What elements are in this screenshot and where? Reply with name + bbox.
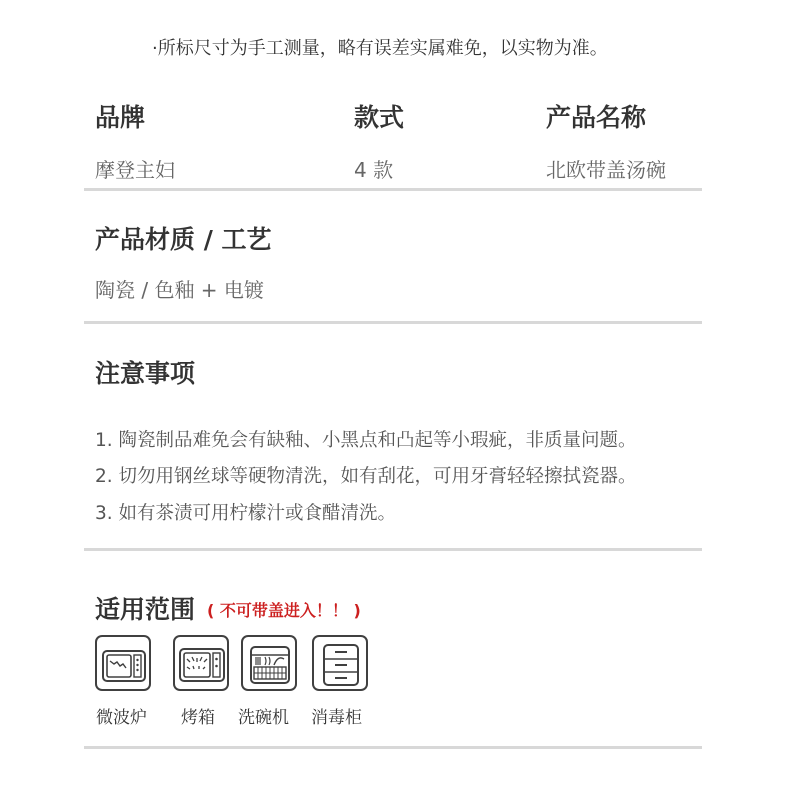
note-item: 2. 切勿用钢丝球等硬物清洗，如有刮花，可用牙膏轻轻擦拭瓷器。 xyxy=(95,466,637,487)
microwave-label: 微波炉 xyxy=(96,708,147,728)
divider xyxy=(84,746,702,749)
divider xyxy=(84,321,702,324)
style-label: 款式 xyxy=(354,103,405,132)
sterilizer-cabinet-icon xyxy=(312,635,368,691)
oven-label: 烤箱 xyxy=(181,708,215,728)
oven-icon xyxy=(173,635,229,691)
divider xyxy=(84,188,702,191)
note-item: 1. 陶瓷制品难免会有缺釉、小黑点和凸起等小瑕疵，非质量问题。 xyxy=(95,430,637,451)
measurement-notice: ·所标尺寸为手工测量，略有误差实属难免，以实物为准。 xyxy=(152,38,608,59)
note-item: 3. 如有茶渍可用柠檬汁或食醋清洗。 xyxy=(95,503,397,524)
product-name-label: 产品名称 xyxy=(546,103,647,132)
product-name-value: 北欧带盖汤碗 xyxy=(546,158,666,182)
no-lid-warning: ( 不可带盖进入！！ ) xyxy=(207,601,361,620)
material-title: 产品材质 / 工艺 xyxy=(95,225,272,254)
brand-label: 品牌 xyxy=(95,103,146,132)
style-value: 4 款 xyxy=(354,158,394,182)
microwave-icon xyxy=(95,635,151,691)
dishwasher-label: 洗碗机 xyxy=(238,708,289,728)
notes-title: 注意事项 xyxy=(95,359,196,388)
brand-value: 摩登主妇 xyxy=(95,158,175,182)
dishwasher-icon xyxy=(241,635,297,691)
material-value: 陶瓷 / 色釉 + 电镀 xyxy=(95,278,264,302)
divider xyxy=(84,548,702,551)
usage-title: 适用范围 xyxy=(95,595,196,624)
sterilizer-cabinet-label: 消毒柜 xyxy=(311,708,362,728)
